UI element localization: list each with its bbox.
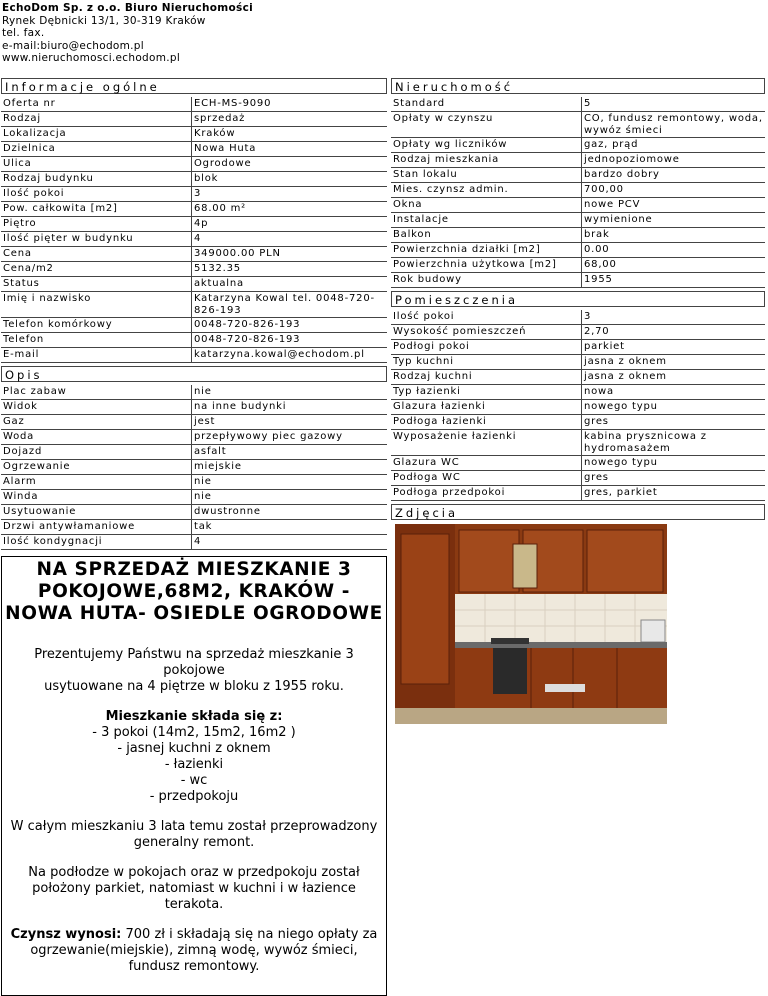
row-label: Glazura WC: [391, 456, 581, 471]
row-label: Opłaty w czynszu: [391, 112, 581, 138]
description-floors: Na podłodze w pokojach oraz w przedpokoju został położony parkiet, natomiast w kuchni i w łazience terakota.: [28, 865, 360, 912]
row-value: 4: [191, 232, 387, 247]
table-row: [391, 471, 765, 486]
offer-description: [1, 556, 387, 996]
table-row: [1, 400, 387, 415]
row-label: Standard: [391, 97, 581, 112]
row-label: Rodzaj kuchni: [391, 370, 581, 385]
row-value: brak: [581, 228, 765, 243]
row-label: Glazura łazienki: [391, 400, 581, 415]
row-label: Status: [1, 277, 191, 292]
row-value: parkiet: [581, 340, 765, 355]
row-label: Woda: [1, 430, 191, 445]
row-label: Telefon komórkowy: [1, 318, 191, 333]
row-value: sprzedaż: [191, 112, 387, 127]
row-value: 0.00: [581, 243, 765, 258]
row-label: Oferta nr: [1, 97, 191, 112]
table-row: [1, 112, 387, 127]
row-label: Stan lokalu: [391, 168, 581, 183]
table-row: [1, 430, 387, 445]
table-row: [391, 370, 765, 385]
row-label: Dojazd: [1, 445, 191, 460]
row-label: Balkon: [391, 228, 581, 243]
table-row: [391, 355, 765, 370]
table-row: [1, 157, 387, 172]
table-row: [391, 486, 765, 501]
table-row: [391, 310, 765, 325]
table-row: [1, 292, 387, 318]
description-intro: Prezentujemy Państwu na sprzedaż mieszkanie 3 pokojowe usytuowane na 4 piętrze w bloku z 1955 roku.: [34, 647, 354, 694]
row-label: Rodzaj mieszkania: [391, 153, 581, 168]
table-row: [1, 277, 387, 292]
row-value: dwustronne: [191, 505, 387, 520]
row-label: Winda: [1, 490, 191, 505]
table-row: [1, 333, 387, 348]
table-row: [391, 183, 765, 198]
table-row: [1, 318, 387, 333]
row-label: Podłoga WC: [391, 471, 581, 486]
row-value: Ogrodowe: [191, 157, 387, 172]
table-row: [1, 490, 387, 505]
row-label: Ilość kondygnacji: [1, 535, 191, 550]
description-rent: Czynsz wynosi: 700 zł i składają się na niego opłaty za ogrzewanie(miejskie), zimną wodę, wywóz śmieci, fundusz remontowy.: [10, 927, 378, 974]
row-label: Drzwi antywłamaniowe: [1, 520, 191, 535]
row-label: Mies. czynsz admin.: [391, 183, 581, 198]
row-label: Okna: [391, 198, 581, 213]
row-label: Ilość pokoi: [1, 187, 191, 202]
row-value: 4p: [191, 217, 387, 232]
table-row: [391, 153, 765, 168]
section-opis-title: Opis: [1, 366, 387, 382]
row-label: Cena: [1, 247, 191, 262]
table-row: [1, 535, 387, 550]
row-value: 349000.00 PLN: [191, 247, 387, 262]
row-value: Katarzyna Kowal tel. 0048-720-826-193: [191, 292, 387, 318]
row-value: 5132.35: [191, 262, 387, 277]
row-value: 68,00: [581, 258, 765, 273]
table-row: [1, 415, 387, 430]
general-info-table: [1, 97, 387, 363]
row-label: Ulica: [1, 157, 191, 172]
row-label: E-mail: [1, 348, 191, 363]
row-label: Telefon: [1, 333, 191, 348]
table-row: [1, 262, 387, 277]
row-label: Powierzchnia działki [m2]: [391, 243, 581, 258]
row-value: nie: [191, 490, 387, 505]
table-row: [1, 475, 387, 490]
table-row: [391, 97, 765, 112]
offer-headline: NA SPRZEDAŻ MIESZKANIE 3 POKOJOWE,68M2, KRAKÓW -NOWA HUTA- OSIEDLE OGRODOWE: [5, 559, 383, 624]
row-label: Pow. całkowita [m2]: [1, 202, 191, 217]
row-value: 4: [191, 535, 387, 550]
row-label: Imię i nazwisko: [1, 292, 191, 318]
row-value: 3: [191, 187, 387, 202]
row-value: 0048-720-826-193: [191, 318, 387, 333]
row-label: Plac zabaw: [1, 385, 191, 400]
row-label: Typ kuchni: [391, 355, 581, 370]
row-label: Cena/m2: [1, 262, 191, 277]
row-label: Piętro: [1, 217, 191, 232]
section-nieruchomosc-title: Nieruchomość: [391, 78, 765, 94]
row-label: Opłaty wg liczników: [391, 138, 581, 153]
row-value: 5: [581, 97, 765, 112]
row-value: Nowa Huta: [191, 142, 387, 157]
right-column: [391, 78, 765, 724]
table-row: [391, 198, 765, 213]
row-value: 700,00: [581, 183, 765, 198]
table-row: [391, 430, 765, 456]
agency-header: [2, 2, 253, 65]
description-layout: Mieszkanie składa się z: - 3 pokoi (14m2, 15m2, 16m2 ) - jasnej kuchni z oknem - łazienki - wc - przedpokoju: [92, 709, 296, 804]
table-row: [1, 202, 387, 217]
row-label: Ilość pięter w budynku: [1, 232, 191, 247]
row-label: Wysokość pomieszczeń: [391, 325, 581, 340]
table-row: [1, 445, 387, 460]
row-value: CO, fundusz remontowy, woda, wywóz śmieci: [581, 112, 765, 138]
table-row: [1, 217, 387, 232]
row-label: Podłogi pokoi: [391, 340, 581, 355]
table-row: [1, 232, 387, 247]
row-value: jasna z oknem: [581, 355, 765, 370]
row-value: przepływowy piec gazowy: [191, 430, 387, 445]
row-value: kabina prysznicowa z hydromasażem: [581, 430, 765, 456]
section-general-title: Informacje ogólne: [1, 78, 387, 94]
row-label: Lokalizacja: [1, 127, 191, 142]
table-row: [1, 247, 387, 262]
property-table: [391, 97, 765, 288]
row-label: Powierzchnia użytkowa [m2]: [391, 258, 581, 273]
row-label: Alarm: [1, 475, 191, 490]
row-value: Kraków: [191, 127, 387, 142]
row-label: Ilość pokoi: [391, 310, 581, 325]
row-value: na inne budynki: [191, 400, 387, 415]
row-label: Rok budowy: [391, 273, 581, 288]
agency-email: e-mail:biuro@echodom.pl: [2, 39, 144, 52]
row-value: wymienione: [581, 213, 765, 228]
table-row: [391, 112, 765, 138]
table-row: [1, 520, 387, 535]
table-row: [1, 505, 387, 520]
kitchen-photo[interactable]: [395, 524, 667, 724]
row-label: Usytuowanie: [1, 505, 191, 520]
agency-address: Rynek Dębnicki 13/1, 30-319 Kraków: [2, 14, 206, 27]
row-value: nie: [191, 475, 387, 490]
table-row: [391, 400, 765, 415]
table-row: [1, 142, 387, 157]
row-value: ECH-MS-9090: [191, 97, 387, 112]
left-column: [1, 78, 387, 996]
table-row: [1, 187, 387, 202]
row-label: Ogrzewanie: [1, 460, 191, 475]
table-row: [1, 460, 387, 475]
table-row: [391, 213, 765, 228]
row-label: Podłoga przedpokoi: [391, 486, 581, 501]
row-value: gaz, prąd: [581, 138, 765, 153]
table-row: [391, 168, 765, 183]
row-label: Instalacje: [391, 213, 581, 228]
row-label: Rodzaj: [1, 112, 191, 127]
row-value: 68.00 m²: [191, 202, 387, 217]
row-label: Dzielnica: [1, 142, 191, 157]
section-pomieszczenia-title: Pomieszczenia: [391, 291, 765, 307]
table-row: [391, 138, 765, 153]
table-row: [391, 228, 765, 243]
table-row: [391, 340, 765, 355]
row-value: nowego typu: [581, 456, 765, 471]
row-value: jasna z oknem: [581, 370, 765, 385]
table-row: [391, 258, 765, 273]
kitchen-photo-image: [395, 524, 667, 724]
table-row: [1, 385, 387, 400]
row-value: tak: [191, 520, 387, 535]
row-label: Wyposażenie łazienki: [391, 430, 581, 456]
row-value: nie: [191, 385, 387, 400]
table-row: [1, 127, 387, 142]
row-value: jest: [191, 415, 387, 430]
table-row: [391, 273, 765, 288]
table-row: [1, 172, 387, 187]
row-value: katarzyna.kowal@echodom.pl: [191, 348, 387, 363]
table-row: [391, 325, 765, 340]
row-value: 2,70: [581, 325, 765, 340]
table-row: [391, 385, 765, 400]
agency-name: EchoDom Sp. z o.o. Biuro Nieruchomości: [2, 2, 253, 14]
table-row: [1, 348, 387, 363]
rooms-table: [391, 310, 765, 501]
row-value: 0048-720-826-193: [191, 333, 387, 348]
row-value: 1955: [581, 273, 765, 288]
row-value: asfalt: [191, 445, 387, 460]
description-renovation: W całym mieszkaniu 3 lata temu został przeprowadzony generalny remont.: [10, 819, 378, 850]
opis-table: [1, 385, 387, 550]
section-zdjecia-title: Zdjęcia: [391, 504, 765, 520]
row-label: Typ łazienki: [391, 385, 581, 400]
row-value: gres: [581, 415, 765, 430]
table-row: [1, 97, 387, 112]
row-value: gres: [581, 471, 765, 486]
agency-website: www.nieruchomosci.echodom.pl: [2, 52, 181, 65]
table-row: [391, 243, 765, 258]
row-label: Podłoga łazienki: [391, 415, 581, 430]
row-value: gres, parkiet: [581, 486, 765, 501]
row-value: nowe PCV: [581, 198, 765, 213]
row-value: nowa: [581, 385, 765, 400]
table-row: [391, 415, 765, 430]
row-value: bardzo dobry: [581, 168, 765, 183]
table-row: [391, 456, 765, 471]
row-label: Rodzaj budynku: [1, 172, 191, 187]
row-value: nowego typu: [581, 400, 765, 415]
row-value: aktualna: [191, 277, 387, 292]
row-value: blok: [191, 172, 387, 187]
row-value: 3: [581, 310, 765, 325]
row-value: miejskie: [191, 460, 387, 475]
row-label: Gaz: [1, 415, 191, 430]
row-value: jednopoziomowe: [581, 153, 765, 168]
row-label: Widok: [1, 400, 191, 415]
agency-fax: tel. fax.: [2, 27, 45, 40]
